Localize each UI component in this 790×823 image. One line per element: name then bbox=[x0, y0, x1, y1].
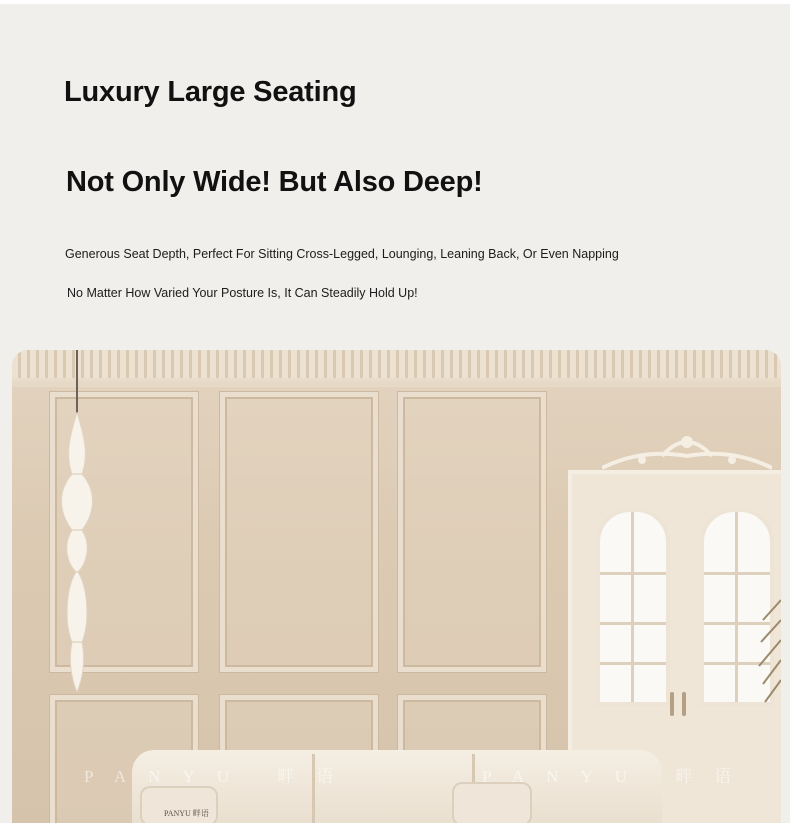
cornice-trim bbox=[12, 381, 781, 387]
brand-watermark: PANYU 畔语 bbox=[84, 767, 356, 786]
brand-watermark: PANYU 畔语 bbox=[482, 767, 754, 786]
door-handle bbox=[670, 692, 674, 716]
door-handle bbox=[682, 692, 686, 716]
pendant-lamp-icon bbox=[52, 412, 102, 692]
product-photo bbox=[12, 350, 781, 823]
headline: Not Only Wide! But Also Deep! bbox=[66, 166, 483, 198]
ornament-icon bbox=[602, 428, 772, 474]
door-window bbox=[596, 508, 670, 706]
plant-icon bbox=[757, 580, 781, 730]
pillow-label: PANYU 畔语 bbox=[164, 809, 209, 818]
description-line-1: Generous Seat Depth, Perfect For Sitting Cross-Legged, Lounging, Leaning Back, Or Even Napping bbox=[65, 247, 619, 261]
ceiling-cornice bbox=[12, 350, 781, 381]
lamp-cord bbox=[76, 350, 78, 418]
wall-panel bbox=[220, 392, 378, 672]
pillow bbox=[452, 782, 532, 823]
wall-panel bbox=[398, 392, 546, 672]
top-divider bbox=[0, 0, 790, 4]
description-line-2: No Matter How Varied Your Posture Is, It Can Steadily Hold Up! bbox=[67, 286, 418, 300]
section-title: Luxury Large Seating bbox=[64, 76, 357, 108]
